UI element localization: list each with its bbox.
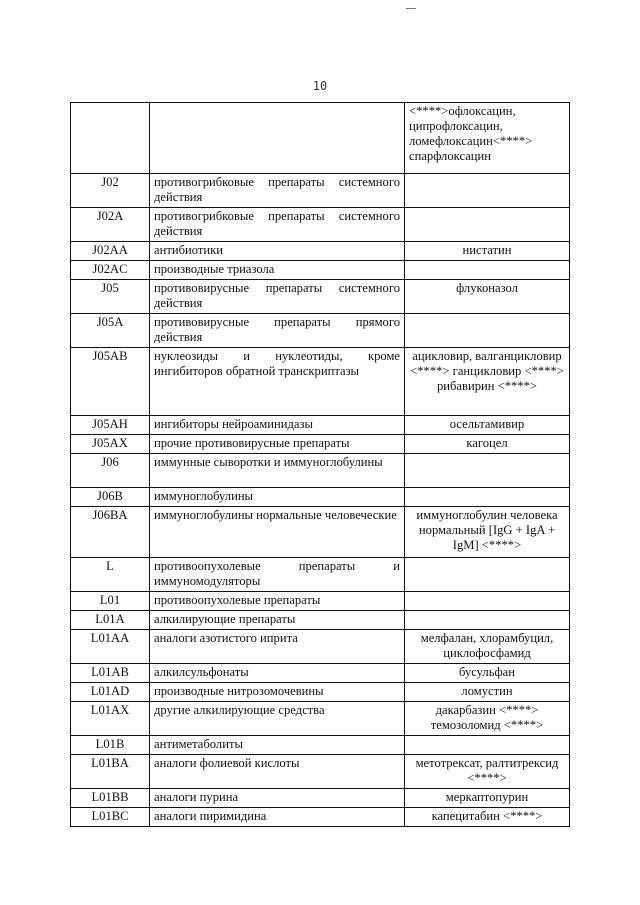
drug-names: <****>офлоксацин, ципрофлоксацин, ломефлоксацин<****> спарфлоксацин <box>405 103 570 174</box>
group-name: иммуноглобулины <box>150 488 405 507</box>
atc-code: L01BB <box>71 789 150 808</box>
group-name: прочие противовирусные препараты <box>150 435 405 454</box>
group-name: антибиотики <box>150 242 405 261</box>
drug-names: флуконазол <box>405 280 570 314</box>
drug-names: ломустин <box>405 683 570 702</box>
group-name: противогрибковые препараты системного действия <box>150 208 405 242</box>
drug-names: осельтамивир <box>405 416 570 435</box>
drug-names: капецитабин <****> <box>405 808 570 827</box>
group-name: нуклеозиды и нуклеотиды, кроме ингибиторов обратной транскриптазы <box>150 348 405 416</box>
group-name: аналоги фолиевой кислоты <box>150 755 405 789</box>
table-row <box>71 592 570 611</box>
group-name: аналоги пурина <box>150 789 405 808</box>
atc-code: J02AA <box>71 242 150 261</box>
drug-names <box>405 592 570 611</box>
atc-code: J05AH <box>71 416 150 435</box>
drug-names: мелфалан, хлорамбуцил, циклофосфамид <box>405 630 570 664</box>
drug-names <box>405 611 570 630</box>
group-name: аналоги пиримидина <box>150 808 405 827</box>
group-name: иммунные сыворотки и иммуноглобулины <box>150 454 405 488</box>
group-name: противоопухолевые препараты <box>150 592 405 611</box>
atc-code: J06B <box>71 488 150 507</box>
atc-code: L01BA <box>71 755 150 789</box>
atc-code <box>71 103 150 174</box>
atc-code: J05AB <box>71 348 150 416</box>
table-row <box>71 683 570 702</box>
table-row <box>71 314 570 348</box>
table-row <box>71 507 570 558</box>
group-name: антиметаболиты <box>150 736 405 755</box>
atc-code: J02AC <box>71 261 150 280</box>
drug-names: дакарбазин <****> темозоломид <****> <box>405 702 570 736</box>
drug-names <box>405 736 570 755</box>
table-row <box>71 261 570 280</box>
atc-code: L01AA <box>71 630 150 664</box>
atc-code: J06 <box>71 454 150 488</box>
table-row <box>71 488 570 507</box>
atc-code: J05AX <box>71 435 150 454</box>
drug-names: метотрексат, ралтитрексид <****> <box>405 755 570 789</box>
table-row <box>71 280 570 314</box>
atc-code: L01B <box>71 736 150 755</box>
table-row <box>71 664 570 683</box>
drug-names: бусульфан <box>405 664 570 683</box>
table-row <box>71 789 570 808</box>
table-row <box>71 348 570 416</box>
group-name: производные триазола <box>150 261 405 280</box>
drug-names: иммуноглобулин человека нормальный [IgG + IgA + IgM] <****> <box>405 507 570 558</box>
atc-code: J05A <box>71 314 150 348</box>
group-name: противогрибковые препараты системного действия <box>150 174 405 208</box>
drug-names <box>405 558 570 592</box>
table-row <box>71 702 570 736</box>
group-name: другие алкилирующие средства <box>150 702 405 736</box>
atc-code: L01AX <box>71 702 150 736</box>
group-name: алкилирующие препараты <box>150 611 405 630</box>
group-name: алкилсульфонаты <box>150 664 405 683</box>
drug-names <box>405 174 570 208</box>
table-row <box>71 611 570 630</box>
group-name: иммуноглобулины нормальные человеческие <box>150 507 405 558</box>
atc-code: L01AB <box>71 664 150 683</box>
group-name: противовирусные препараты системного действия <box>150 280 405 314</box>
table-row <box>71 454 570 488</box>
table-row <box>71 103 570 174</box>
table-row <box>71 208 570 242</box>
table-row <box>71 174 570 208</box>
group-name: ингибиторы нейроаминидазы <box>150 416 405 435</box>
atc-code: J05 <box>71 280 150 314</box>
table-row <box>71 736 570 755</box>
scan-mark <box>406 8 416 9</box>
table-row <box>71 808 570 827</box>
drug-names <box>405 261 570 280</box>
table-row <box>71 435 570 454</box>
table-row <box>71 630 570 664</box>
table-row <box>71 558 570 592</box>
drug-names: нистатин <box>405 242 570 261</box>
drug-names: ацикловир, валганцикловир <****> ганцикловир <****> рибавирин <****> <box>405 348 570 416</box>
drug-names <box>405 208 570 242</box>
group-name: противоопухолевые препараты и иммуномодуляторы <box>150 558 405 592</box>
table-row <box>71 242 570 261</box>
drug-names: кагоцел <box>405 435 570 454</box>
table-row <box>71 416 570 435</box>
atc-code: J02A <box>71 208 150 242</box>
atc-code: J02 <box>71 174 150 208</box>
group-name: противовирусные препараты прямого действия <box>150 314 405 348</box>
atc-code: L01BC <box>71 808 150 827</box>
page-number: 10 <box>312 79 328 93</box>
atc-code: J06BA <box>71 507 150 558</box>
group-name: производные нитрозомочевины <box>150 683 405 702</box>
atc-code: L <box>71 558 150 592</box>
drug-names <box>405 488 570 507</box>
atc-code: L01A <box>71 611 150 630</box>
atc-code: L01 <box>71 592 150 611</box>
drug-names: меркаптопурин <box>405 789 570 808</box>
drug-names <box>405 314 570 348</box>
drug-classification-table <box>70 102 570 827</box>
atc-code: L01AD <box>71 683 150 702</box>
group-name: аналоги азотистого иприта <box>150 630 405 664</box>
drug-names <box>405 454 570 488</box>
table-row <box>71 755 570 789</box>
group-name <box>150 103 405 174</box>
